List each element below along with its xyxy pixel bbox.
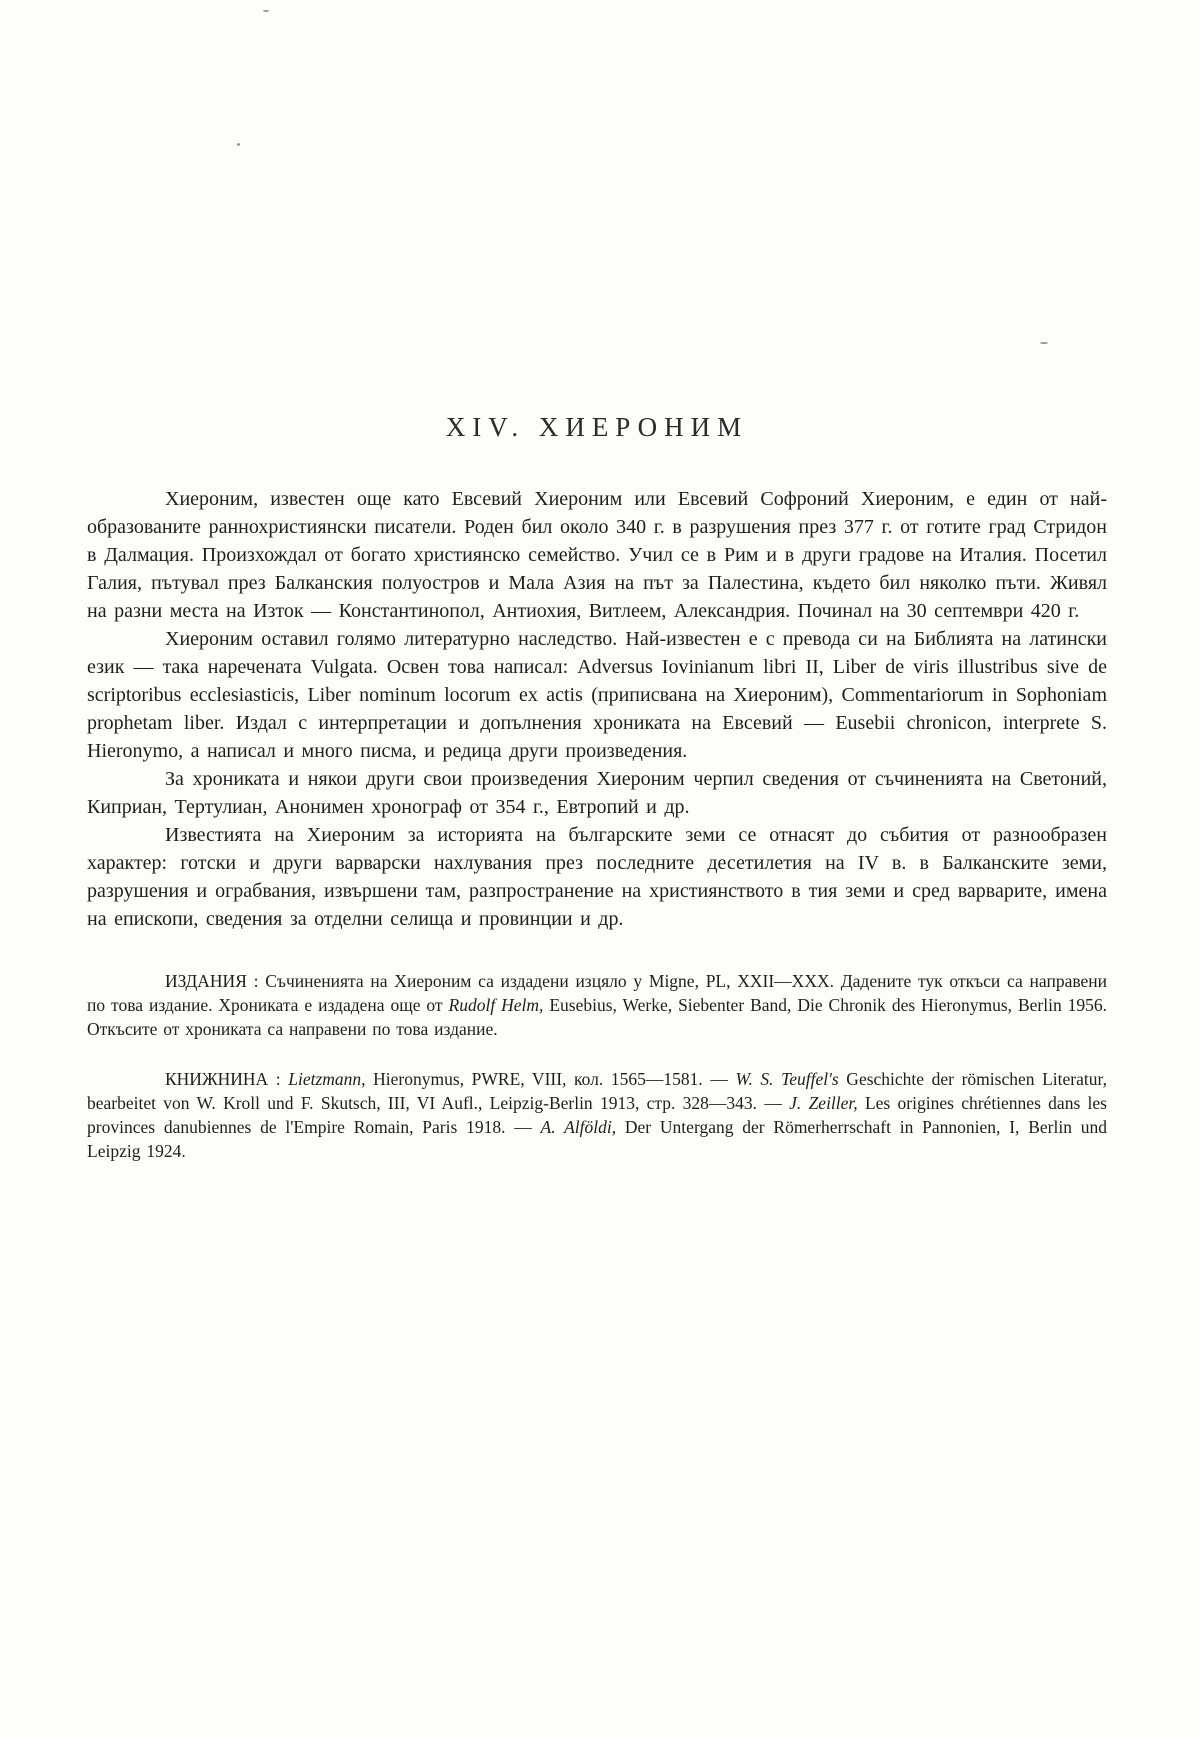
text-segment: ИЗДАНИЯ : Съчиненията на Хиероним са издадени изцяло у Migne, PL, XXII—XXX. Дадените тук откъси са направени по това издание. Хрониката е издадена още от [87, 971, 1107, 1015]
sources-paragraph [87, 765, 1107, 821]
text-segment: КНИЖНИНА : [165, 1069, 289, 1089]
text-block [87, 485, 1107, 1163]
scan-speck [263, 10, 269, 12]
scan-speck [237, 143, 240, 146]
text-segment: A. Alföldi, [540, 1117, 617, 1137]
text-segment: Rudolf Helm, [448, 995, 544, 1015]
text-segment: Хиероним оставил голямо литературно наследство. Най-известен е с превода си на Библията на латински език — така наречената Vulgata. Освен това написал: Adversus Iovinianum libri II, Liber de viris illustribus sive de scriptoribus ecclesiasticis, Liber nominum locorum ex actis (приписвана на Хиероним), Commentariorum in Sophoniam prophetam liber. Издал с интерпретации и допълнения хрониката на Евсевий — Eusebii chronicon, interprete S. Hieronymo, а написал и много писма, и редица други произведения. [87, 628, 1107, 762]
chapter-title: XIV. ХИЕРОНИМ [445, 412, 749, 442]
text-segment: W. S. Teuffel's [735, 1069, 839, 1089]
scan-speck [1040, 342, 1048, 344]
text-segment: Les origines chrétiennes dans les provinces danubiennes de l'Empire Romain, Paris 1918. — [87, 1093, 1107, 1137]
text-segment: За хрониката и някои други свои произведения Хиероним черпил сведения от съчиненията на Светоний, Киприан, Тертулиан, Анонимен хронограф от 354 г., Евтропий и др. [87, 768, 1107, 818]
works-paragraph [87, 625, 1107, 765]
text-segment: Lietzmann, [288, 1069, 366, 1089]
text-segment: Хиероним, известен още като Евсевий Хиероним или Евсевий Софроний Хиероним, е един от най-образованите раннохристиянски писатели. Роден бил около 340 г. в разрушения през 377 г. от готите град Стридон в Далмация. Произхождал от богато християнско семейство. Учил се в Рим и в други градове на Италия. Посетил Галия, пътувал през Балканския полуостров и Мала Азия на път за Палестина, където бил няколко пъти. Живял на разни места на Изток — Константинопол, Антиохия, Витлеем, Александрия. Починал на 30 септември 420 г. [87, 488, 1107, 622]
text-segment: Geschichte der römischen Literatur, bearbeitet von W. Kroll und F. Skutsch, III, VI Aufl., Leipzig-Berlin 1913, стр. 328—343. — [87, 1069, 1107, 1113]
text-segment: Der Untergang der Römerherrschaft in Pannonien, I, Berlin und Leipzig 1924. [87, 1117, 1107, 1161]
text-segment: Eusebius, Werke, Siebenter Band, Die Chronik des Hieronymus, Berlin 1956. Откъсите от хрониката са направени по това издание. [87, 995, 1107, 1039]
text-segment: Hieronymus, PWRE, VIII, кол. 1565—1581. — [365, 1069, 736, 1089]
bulgarian-lands-paragraph [87, 821, 1107, 933]
text-segment: J. Zeiller, [789, 1093, 858, 1113]
bibliography-note [87, 1067, 1107, 1163]
text-segment: Известията на Хиероним за историята на българските земи се отнасят до събития от разнообразен характер: готски и други варварски нахлувания през последните десетилетия на IV в. в Балканските земи, разрушения и ограбвания, извършени там, разпространение на християнството в тия земи и сред варварите, имена на епископи, сведения за отделни селища и провинции и др. [87, 824, 1107, 930]
intro-paragraph [87, 485, 1107, 625]
editions-note [87, 969, 1107, 1041]
